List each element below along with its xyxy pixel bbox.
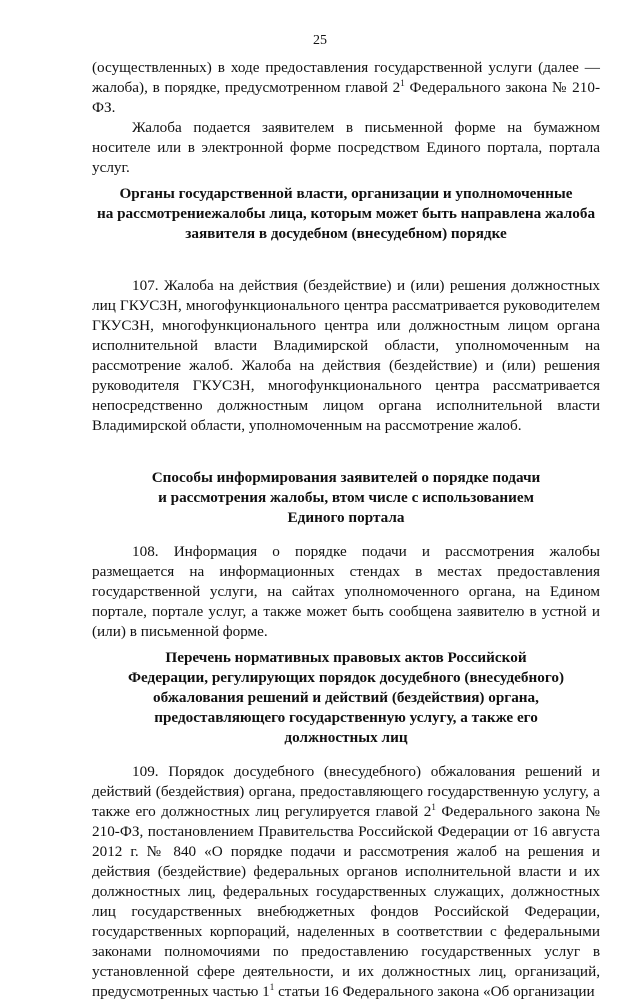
paragraph-submission-form: Жалоба подается заявителем в письменной форме на бумажном носителе или в электронной форме посредством Единого портала, портала услуг.	[92, 119, 600, 176]
heading-line: Способы информирования заявителей о порядке подачи	[151, 469, 541, 486]
heading-line: на рассмотрениежалобы лица, которым может быть направлена жалоба	[96, 205, 596, 222]
page-number: 25	[313, 33, 327, 48]
paragraph-109: 109. Порядок досудебного (внесудебного) обжалования решений и действий (бездействия) органа, предоставляющего государственную услугу, а также его должностных лиц регулируется главой $2^1$ Федерального закона № 210-ФЗ, постановлением Правительства Российской Федерации от 16 августа 2012 г. № 840 «О порядке подачи и рассмотрения жалоб на решения и действия (бездействие) федеральных органов исполнительной власти и их должностных лиц, федеральных государственных служащих, должностных лиц государственных внебюджетных фондов Российской Федерации, государственных корпораций, наделенных в соответствии с федеральными законами полномочиями по предоставлению государственных услуг в установленной сфере деятельности, и их должностных лиц, организаций, предусмотренных частью $1^1$ статьи 16 Федерального закона «Об организации	[92, 763, 600, 1000]
paragraph-107: 107. Жалоба на действия (бездействие) и (или) решения должностных лиц ГКУСЗН, многофункционального центра рассматривается руководителем ГКУСЗН, многофункционального центра или должностным лицом органа исполнительной власти Владимирской области, уполномоченным на рассмотрение жалоб. Жалоба на действия (бездействие) и (или) решения руководителя ГКУСЗН, многофункционального центра рассматривается непосредственно должностным лицом органа исполнительной власти Владимирской области, уполномоченным на рассмотрение жалоб.	[92, 277, 600, 434]
heading-information-methods	[92, 468, 600, 528]
heading-complaint-bodies	[92, 184, 600, 244]
heading-line: обжалования решений и действий (бездействия) органа,	[153, 689, 539, 706]
heading-line: Единого портала	[287, 509, 405, 526]
paragraph-continued: (осуществленных) в ходе предоставления государственной услуги (далее — жалоба), в порядке, предусмотренном главой $2^1$ Федерального закона № 210-ФЗ.	[92, 59, 600, 116]
heading-line: должностных лиц	[284, 729, 408, 746]
heading-line: и рассмотрения жалобы, втом числе с использованием	[158, 489, 534, 506]
paragraph-108: 108. Информация о порядке подачи и рассмотрения жалобы размещается на информационных стендах в местах предоставления государственной услуги, на сайтах уполномоченного органа, на Едином портале, портале услуг, а также может быть сообщена заявителю в устной и (или) в письменной форме.	[92, 543, 600, 640]
document-body	[92, 58, 600, 1002]
heading-line: Органы государственной власти, организации и уполномоченные	[119, 185, 573, 202]
heading-line: предоставляющего государственную услугу, а также его	[154, 709, 538, 726]
heading-line: Федерации, регулирующих порядок досудебного (внесудебного)	[127, 669, 565, 686]
heading-line: заявителя в досудебном (внесудебном) порядке	[185, 225, 507, 242]
heading-regulatory-acts	[92, 648, 600, 748]
heading-line: Перечень нормативных правовых актов Российской	[165, 649, 527, 666]
